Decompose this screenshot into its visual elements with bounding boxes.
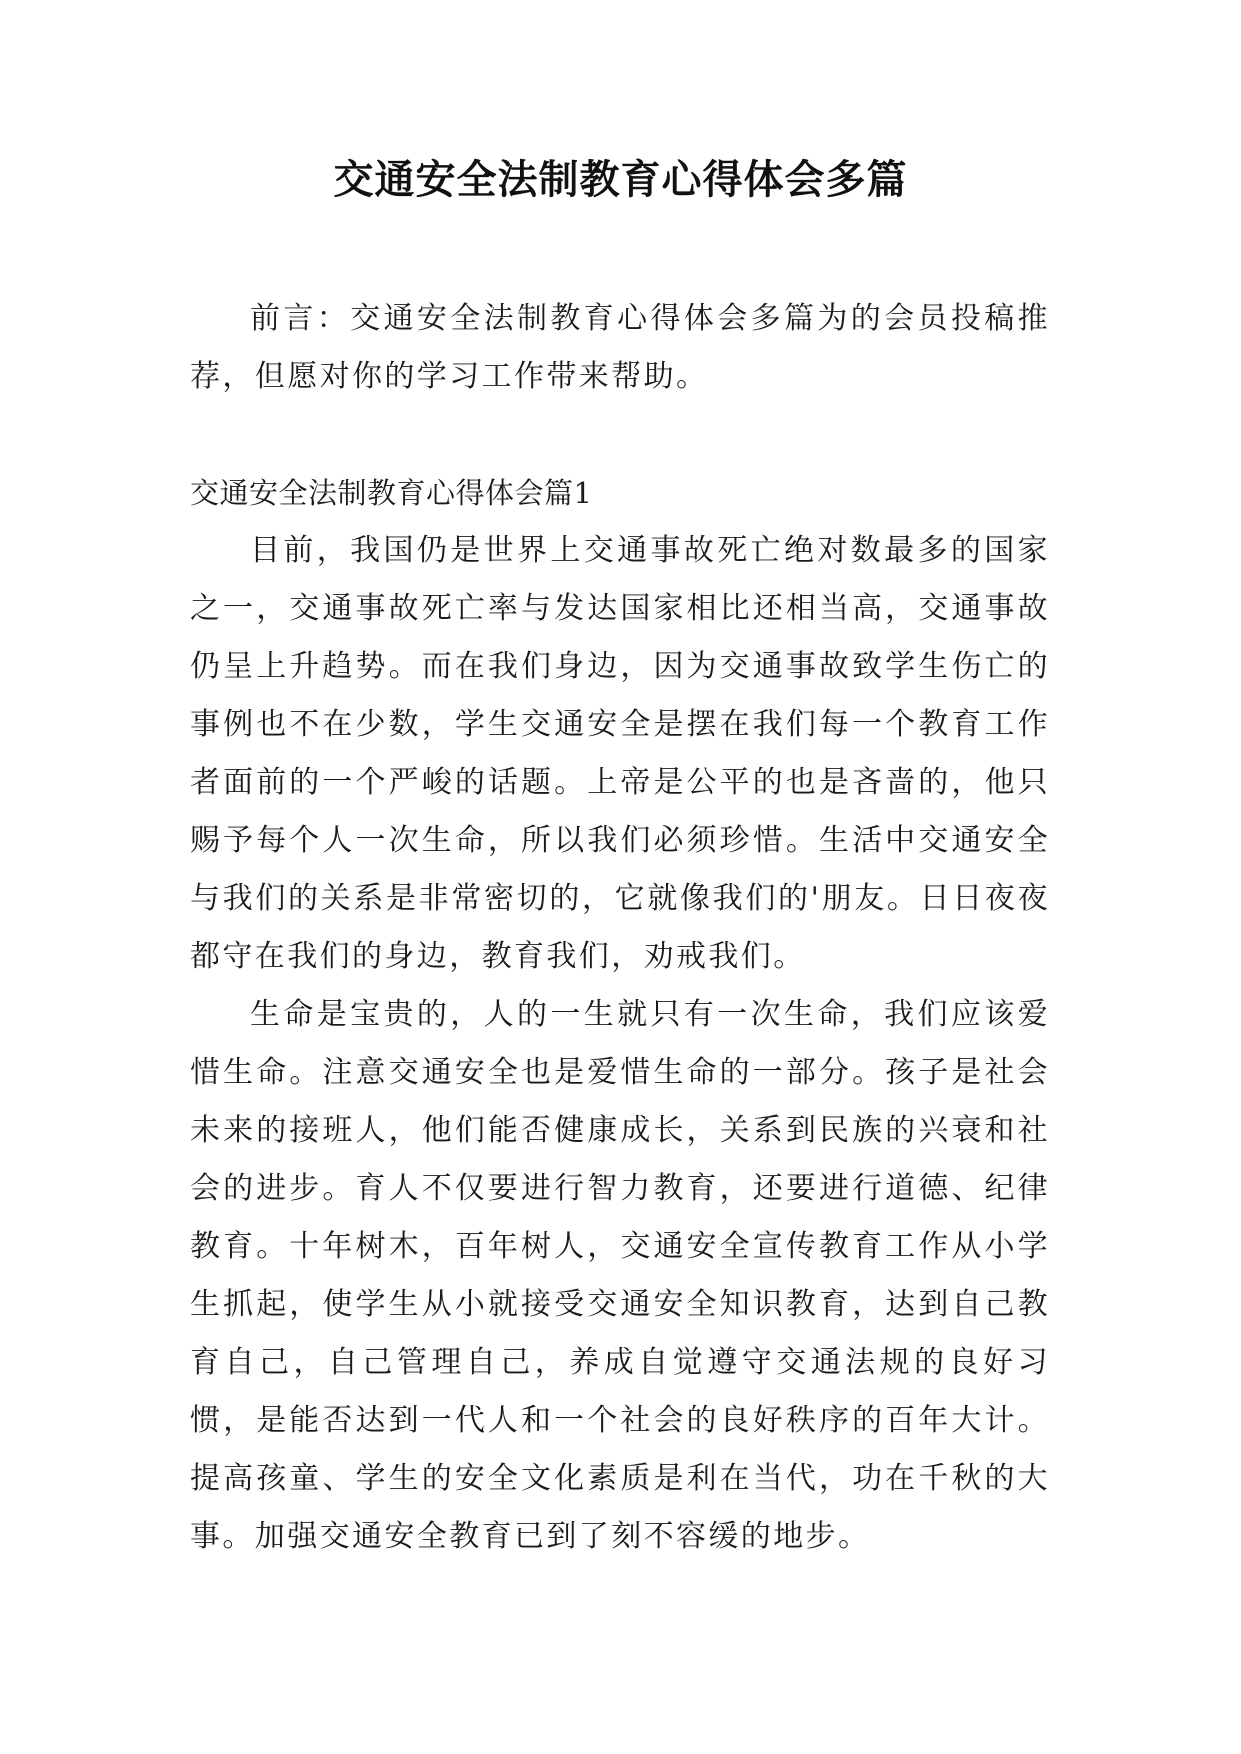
body-paragraph: 生命是宝贵的，人的一生就只有一次生命，我们应该爱惜生命。注意交通安全也是爱惜生命的一部分。孩子是社会未来的接班人，他们能否健康成长，关系到民族的兴衰和社会的进步。育人不仅要进行智力教育，还要进行道德、纪律教育。十年树木，百年树人，交通安全宣传教育工作从小学生抓起，使学生从小就接受交通安全知识教育，达到自己教育自己，自己管理自己，养成自觉遵守交通法规的良好习惯，是能否达到一代人和一个社会的良好秩序的百年大计。提高孩童、学生的安全文化素质是利在当代，功在千秋的大事。加强交通安全教育已到了刻不容缓的地步。 [190,997,1050,1554]
body-paragraph: 目前，我国仍是世界上交通事故死亡绝对数最多的国家之一，交通事故死亡率与发达国家相比还相当高，交通事故仍呈上升趋势。而在我们身边，因为交通事故致学生伤亡的事例也不在少数，学生交通安全是摆在我们每一个教育工作者面前的一个严峻的话题。上帝是公平的也是吝啬的，他只赐予每个人一次生命，所以我们必须珍惜。生活中交通安全与我们的关系是非常密切的，它就像我们的'朋友。日日夜夜都守在我们的身边，教育我们，劝戒我们。 [190,533,1050,974]
preface-paragraph: 前言：交通安全法制教育心得体会多篇为的会员投稿推荐，但愿对你的学习工作带来帮助。 [190,301,1050,394]
document-title: 交通安全法制教育心得体会多篇 [333,157,908,203]
document-body [190,290,1050,1566]
section-heading: 交通安全法制教育心得体会篇1 [190,476,593,510]
